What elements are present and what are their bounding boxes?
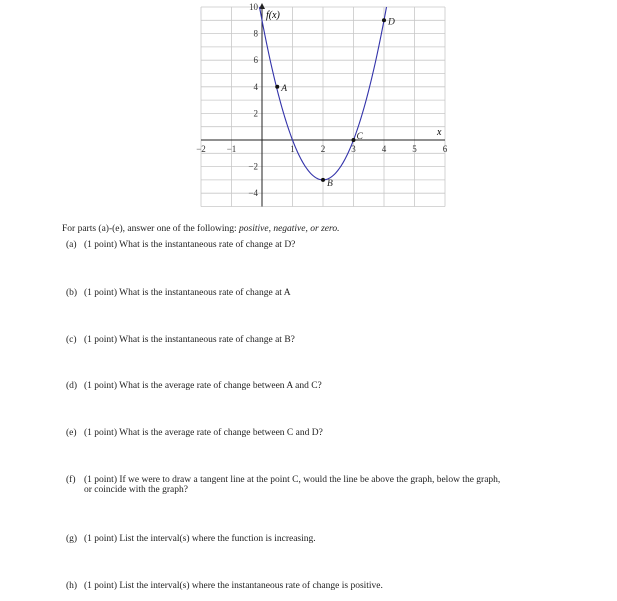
question-label: (c) — [66, 335, 77, 345]
y-tick-label: −2 — [248, 161, 258, 172]
x-tick-label: −1 — [226, 144, 237, 154]
question-text: (1 point) List the interval(s) where the instantaneous rate of change is positive. — [84, 581, 383, 591]
question-label: (f) — [66, 475, 76, 485]
question-e — [66, 428, 323, 438]
y-tick-label: 10 — [249, 2, 258, 12]
instructions-text: For parts (a)-(e), answer one of the following: — [62, 224, 240, 234]
instructions — [62, 224, 339, 234]
point-label-c: C — [356, 132, 363, 142]
y-tick-label: 8 — [253, 28, 258, 39]
question-label: (h) — [66, 581, 78, 591]
question-h — [66, 581, 383, 591]
point-a — [275, 85, 279, 89]
question-f — [66, 475, 606, 495]
question-text: (1 point) List the interval(s) where the function is increasing. — [84, 534, 316, 544]
labeled-points — [275, 17, 395, 189]
grid-lines — [201, 7, 445, 207]
point-label-b: B — [327, 178, 333, 189]
question-label: (d) — [66, 381, 78, 391]
x-tick-label: 6 — [442, 144, 448, 154]
question-text: (1 point) What is the average rate of change between A and C? — [84, 381, 322, 391]
question-text: (1 point) What is the instantaneous rate of change at B? — [84, 335, 295, 345]
question-a — [66, 240, 295, 250]
instructions-options: positive, negative, or zero. — [239, 224, 340, 234]
question-c — [66, 335, 295, 345]
x-axis-label: x — [437, 127, 442, 138]
question-label: (e) — [66, 428, 77, 438]
question-text: (1 point) What is the instantaneous rate of change at D? — [84, 240, 296, 250]
y-tick-label: 6 — [253, 55, 258, 66]
point-label-a: A — [281, 83, 288, 94]
x-tick-label: 3 — [351, 144, 356, 154]
question-label: (a) — [66, 240, 77, 250]
question-g — [66, 534, 316, 544]
x-tick-label: 1 — [290, 144, 295, 154]
x-tick-label: −2 — [196, 144, 206, 154]
x-tick-label: 4 — [381, 144, 387, 154]
question-text-continued: or coincide with the graph? — [84, 485, 188, 495]
x-tick-label: 5 — [412, 144, 417, 154]
question-d — [66, 381, 322, 391]
question-label: (g) — [66, 534, 78, 544]
x-tick-label: 2 — [320, 144, 326, 154]
question-label: (b) — [66, 288, 78, 298]
question-b — [66, 288, 291, 298]
y-tick-label: 2 — [253, 108, 258, 119]
point-d — [382, 18, 386, 22]
y-tick-label: 4 — [253, 81, 258, 92]
question-text: (1 point) If we were to draw a tangent line at the point C, would the line be above the graph, below the graph, — [84, 475, 501, 485]
function-label: f(x) — [266, 10, 280, 21]
point-label-d: D — [388, 17, 395, 28]
question-text: (1 point) What is the instantaneous rate of change at A — [84, 288, 291, 298]
question-text: (1 point) What is the average rate of change between C and D? — [84, 428, 323, 438]
function-graph — [0, 0, 617, 215]
point-b — [321, 178, 325, 182]
y-tick-label: −4 — [248, 188, 258, 199]
point-c — [352, 138, 356, 142]
